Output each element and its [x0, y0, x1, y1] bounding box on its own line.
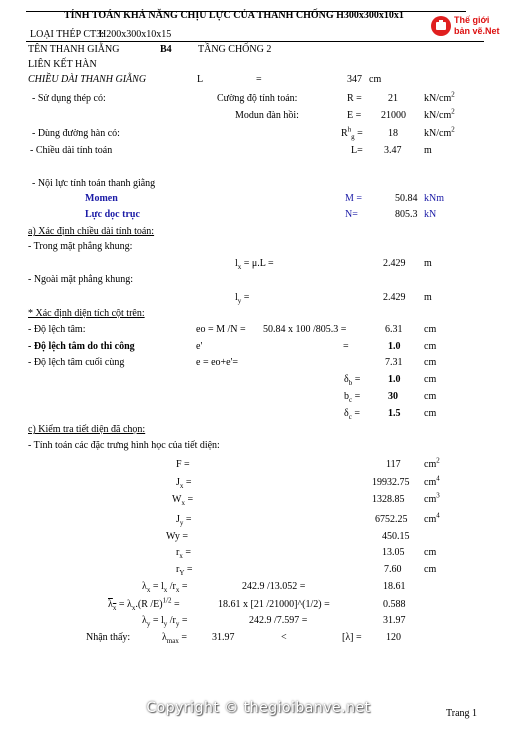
length-label: CHIỀU DÀI THANH GIẰNG: [28, 74, 147, 85]
rx-value: 13.05: [382, 547, 405, 558]
lambda-y-formula: $\lambda_y = l_y$ $/r_y$ =: [142, 615, 188, 628]
logo-line2: bản vẽ.Net: [454, 26, 500, 36]
wy-value: 450.15: [382, 531, 410, 542]
length-eq: =: [256, 74, 262, 85]
moment-label: Momen: [85, 193, 118, 204]
flange-thickness-symbol: $\delta_c$ =: [344, 408, 360, 421]
rg-unit: $kN/cm^2$: [424, 125, 455, 139]
jx-value: 19932.75: [372, 477, 410, 488]
axial-value: 805.3: [395, 209, 418, 220]
logo: [430, 12, 512, 42]
page-title: TÍNH TOÁN KHẢ NĂNG CHỊU LỰC CỦA THANH CHỐNG H300x300x10x1: [64, 10, 404, 21]
rx-unit: cm: [424, 547, 437, 558]
jy-value: 6752.25: [375, 514, 408, 525]
e-value: 21000: [381, 110, 406, 121]
lambda-max-value: 31.97: [212, 632, 235, 643]
ry-symbol: $r_Y$ =: [176, 564, 193, 577]
ecc-value: 6.31: [385, 324, 403, 335]
area-symbol: F =: [176, 459, 190, 470]
rg-symbol: $R^h_g$ =: [341, 125, 363, 141]
r-value: 21: [388, 93, 398, 104]
brace-name-label: TÊN THANH GIẰNG: [28, 44, 120, 55]
weld-label: - Dùng đường hàn có:: [32, 128, 120, 139]
flange-width-symbol: $b_c$ =: [344, 391, 361, 404]
moment-unit: kNm: [424, 193, 444, 204]
lx-unit: m: [424, 258, 432, 269]
out-plane-label: - Ngoài mặt phẳng khung:: [28, 274, 133, 285]
r-symbol: R =: [347, 93, 362, 104]
area-value: 117: [386, 459, 401, 470]
r-unit: $kN/cm^2$: [424, 90, 455, 104]
jy-unit: $cm^4$: [424, 511, 440, 525]
brace-code: B4: [160, 44, 172, 55]
construction-ecc-value: 1.0: [388, 341, 401, 352]
area-unit: $cm^2$: [424, 456, 440, 470]
flange-width-unit: cm: [424, 391, 437, 402]
axial-symbol: N=: [345, 209, 358, 220]
logo-line1: Thế giới: [454, 15, 490, 25]
length-symbol: L: [197, 74, 204, 85]
web-thickness-unit: cm: [424, 374, 437, 385]
construction-ecc-label: - Độ lệch tâm do thi công: [28, 341, 135, 352]
calc-length-label: - Chiều dài tính toán: [30, 145, 113, 156]
construction-ecc-unit: cm: [424, 341, 437, 352]
steel-type-label: LOẠI THÉP CT3:: [30, 29, 104, 40]
jy-symbol: $J_y$ =: [176, 514, 192, 527]
final-ecc-formula: e = eo+e'=: [196, 357, 239, 368]
in-plane-label: - Trong mặt phẳng khung:: [28, 241, 133, 252]
geometry-label: - Tính toán các đặc trưng hình học của tiết diện:: [28, 440, 220, 451]
lambda-limit-symbol: [λ] =: [342, 632, 362, 643]
final-ecc-value: 7.31: [385, 357, 403, 368]
wx-symbol: $W_x$ =: [172, 494, 194, 507]
ecc-unit: cm: [424, 324, 437, 335]
lambda-x-formula: $\lambda_x = l_x$ $/r_x$ =: [142, 581, 188, 594]
lambda-y-value: 31.97: [383, 615, 406, 626]
jx-unit: $cm^4$: [424, 474, 440, 488]
e-unit: $kN/cm^2$: [424, 107, 455, 121]
calc-length-value: 3.47: [384, 145, 402, 156]
lx-value: 2.429: [383, 258, 406, 269]
web-thickness-value: 1.0: [388, 374, 401, 385]
lambda-limit-value: 120: [386, 632, 401, 643]
ly-unit: m: [424, 292, 432, 303]
flange-width-value: 30: [388, 391, 398, 402]
lambda-y-calc: 242.9 /7.597 =: [249, 615, 308, 626]
connection-type: LIÊN KẾT HÀN: [28, 59, 97, 70]
e-symbol: E =: [347, 110, 362, 121]
conclusion-label: Nhận thấy:: [86, 632, 131, 643]
ecc-formula: eo = M /N =: [196, 324, 246, 335]
lambda-x-calc: 242.9 /13.052 =: [242, 581, 306, 592]
flange-thickness-value: 1.5: [388, 408, 401, 419]
steel-type-value: H200x300x10x15: [99, 29, 172, 40]
moment-symbol: M =: [345, 193, 363, 204]
modulus-label: Modun đàn hồi:: [235, 110, 299, 121]
moment-value: 50.84: [395, 193, 418, 204]
axial-unit: kN: [424, 209, 437, 220]
lambda-bar-formula: $\lambda_x = \lambda_x.(R$ /E)$^{1/2}$ =: [108, 596, 180, 612]
length-value: 347: [347, 74, 362, 85]
rx-symbol: $r_x$ =: [176, 547, 191, 560]
steel-use-label: - Sử dụng thép có:: [32, 93, 106, 104]
ry-value: 7.60: [384, 564, 402, 575]
internal-force-label: - Nội lực tính toán thanh giằng: [32, 178, 156, 189]
calc-length-unit: m: [424, 145, 432, 156]
final-ecc-unit: cm: [424, 357, 437, 368]
lambda-bar-value: 0.588: [383, 599, 406, 610]
rg-value: 18: [388, 128, 398, 139]
area-heading: * Xác định diện tích cột trên:: [28, 308, 145, 319]
length-unit: cm: [369, 74, 382, 85]
section-a-heading: a) Xác định chiều dài tính toán:: [28, 226, 155, 237]
lx-formula: $l_x = \mu.L$ =: [235, 258, 274, 271]
wx-value: 1328.85: [372, 494, 405, 505]
ry-unit: cm: [424, 564, 437, 575]
calc-length-symbol: L=: [351, 145, 363, 156]
header-divider: [26, 41, 484, 42]
construction-ecc-eq: =: [343, 341, 349, 352]
flange-thickness-unit: cm: [424, 408, 437, 419]
section-c-heading: c) Kiểm tra tiết diện đã chọn:: [28, 424, 146, 435]
less-than-sign: <: [281, 632, 287, 643]
watermark: Copyright © thegioibanve.net: [146, 700, 371, 716]
ly-formula: $l_y$ =: [235, 292, 250, 305]
design-strength-label: Cường độ tính toán:: [217, 93, 298, 104]
brace-level: TẦNG CHỐNG 2: [198, 44, 272, 55]
web-thickness-symbol: $\delta_b$ =: [344, 374, 361, 387]
lambda-bar-calc: 18.61 x [21 /21000]^(1/2) =: [218, 599, 330, 610]
construction-ecc-symbol: e': [196, 341, 203, 352]
page-number: Trang 1: [446, 708, 478, 719]
ly-value: 2.429: [383, 292, 406, 303]
lambda-max-symbol: $\lambda_{max}$ =: [162, 632, 188, 645]
wy-symbol: Wy =: [166, 531, 188, 542]
lambda-x-value: 18.61: [383, 581, 406, 592]
final-ecc-label: - Độ lệch tâm cuối cùng: [28, 357, 125, 368]
ecc-label: - Độ lệch tâm:: [28, 324, 86, 335]
wx-unit: $cm^3$: [424, 491, 440, 505]
ecc-calc: 50.84 x 100 /805.3 =: [263, 324, 347, 335]
jx-symbol: $J_x$ =: [176, 477, 192, 490]
axial-label: Lực dọc trục: [85, 209, 140, 220]
